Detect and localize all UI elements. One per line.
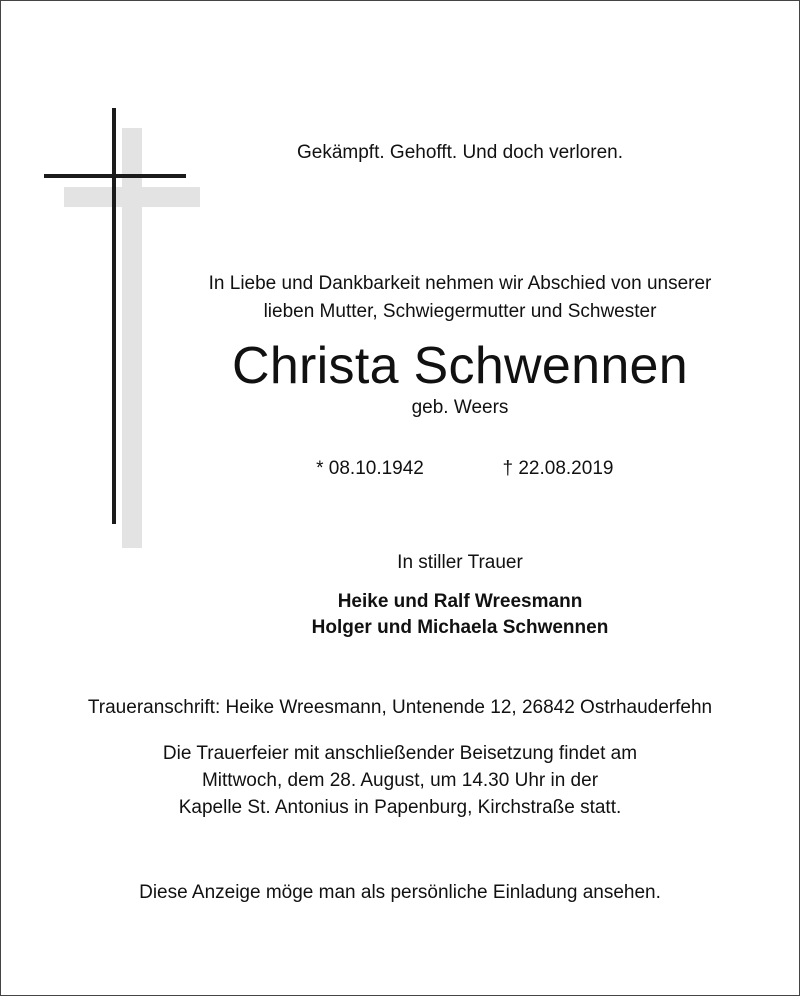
birth-name: geb. Weers xyxy=(411,397,509,418)
intro-text xyxy=(150,270,770,326)
mourners-list xyxy=(200,589,720,641)
intro-line-1: In Liebe und Dankbarkeit nehmen wir Abschied von unserer xyxy=(208,273,712,294)
invitation-note: Diese Anzeige möge man als persönliche Einladung ansehen. xyxy=(139,882,661,903)
birth-date: * 08.10.1942 xyxy=(316,458,424,479)
death-date: † 22.08.2019 xyxy=(502,458,614,479)
ceremony-line-3: Kapelle St. Antonius in Papenburg, Kirchstraße statt. xyxy=(178,797,622,818)
mourning-label: In stiller Trauer xyxy=(397,552,523,573)
deceased-name: Christa Schwennen xyxy=(231,337,688,395)
mourner-name: Heike und Ralf Wreesmann xyxy=(337,591,583,612)
ceremony-line-1: Die Trauerfeier mit anschließender Beisetzung findet am xyxy=(162,743,638,764)
cross-horizontal-bar xyxy=(44,174,186,178)
ceremony-info xyxy=(80,740,720,821)
cross-vertical-bar xyxy=(112,108,116,524)
motto: Gekämpft. Gehofft. Und doch verloren. xyxy=(297,142,623,163)
intro-line-2: lieben Mutter, Schwiegermutter und Schwester xyxy=(263,301,657,322)
cross-shadow-horizontal xyxy=(64,187,200,207)
ceremony-line-2: Mittwoch, dem 28. August, um 14.30 Uhr in der xyxy=(201,770,599,791)
mourning-address: Traueranschrift: Heike Wreesmann, Untenende 12, 26842 Ostrhauderfehn xyxy=(87,697,713,718)
mourner-name: Holger und Michaela Schwennen xyxy=(311,617,609,638)
